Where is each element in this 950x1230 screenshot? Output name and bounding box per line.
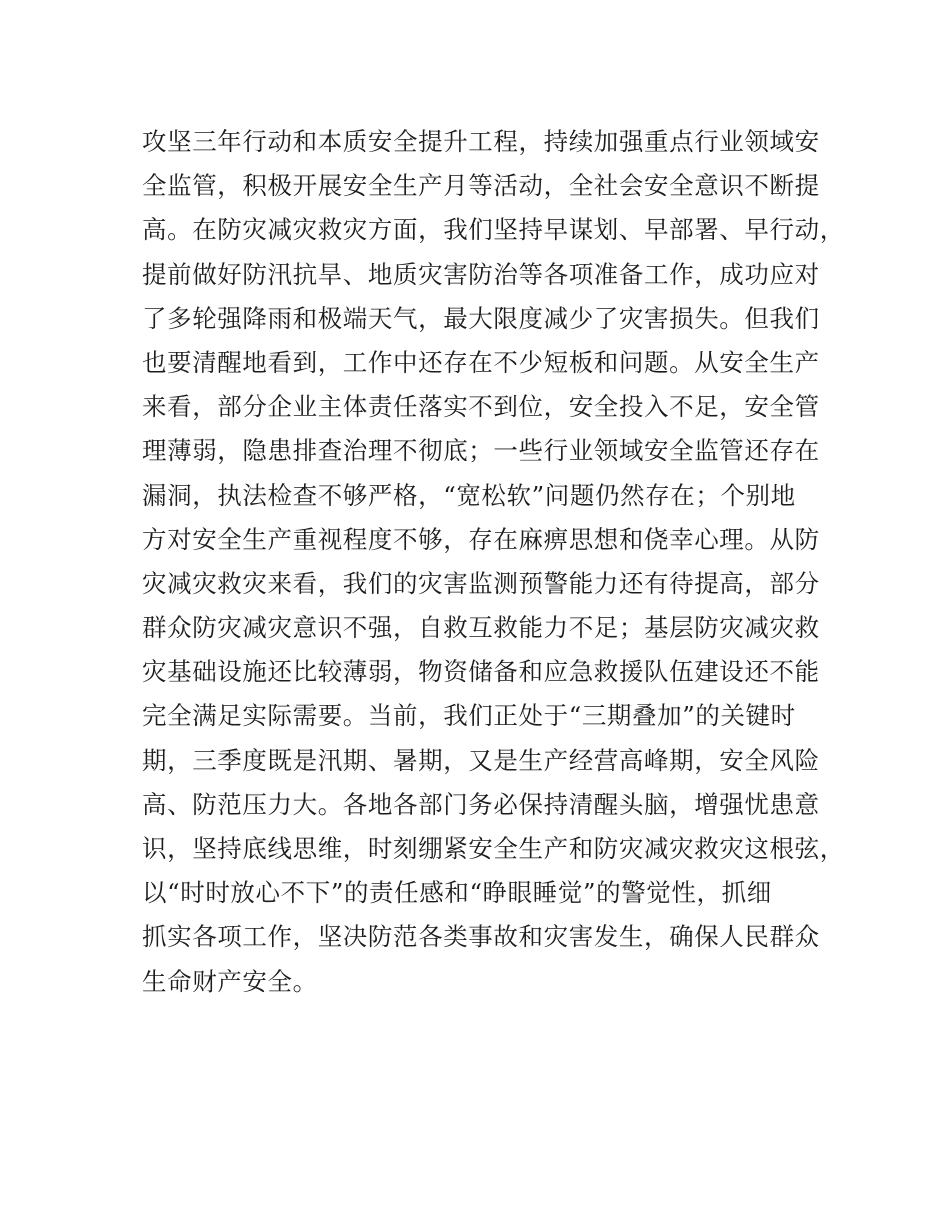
text-line: 提前做好防汛抗旱、地质灾害防治等各项准备工作，成功应对 xyxy=(142,259,820,289)
text-line: 以“时时放心不下”的责任感和“睁眼睡觉”的警觉性，抓细 xyxy=(142,878,772,908)
text-line: 群众防灾减灾意识不强，自救互救能力不足；基层防灾减灾救 xyxy=(142,613,820,643)
text-line: 灾减灾救灾来看，我们的灾害监测预警能力还有待提高，部分 xyxy=(142,568,820,598)
text-line: 高。在防灾减灾救灾方面，我们坚持早谋划、早部署、早行动， xyxy=(142,215,845,245)
text-line: 完全满足实际需要。当前，我们正处于“三期叠加”的关键时 xyxy=(142,701,796,731)
text-line: 攻坚三年行动和本质安全提升工程，持续加强重点行业领域安 xyxy=(142,127,820,156)
text-line: 来看，部分企业主体责任落实不到位，安全投入不足，安全管 xyxy=(142,392,820,422)
text-line: 期，三季度既是汛期、暑期，又是生产经营高峰期，安全风险 xyxy=(142,745,820,775)
text-line: 生命财产安全。 xyxy=(142,966,318,996)
text-line: 理薄弱，隐患排查治理不彻底；一些行业领域安全监管还存在 xyxy=(142,436,820,466)
text-line: 识，坚持底线思维，时刻绷紧安全生产和防灾减灾救灾这根弦， xyxy=(142,834,845,863)
text-line: 灾基础设施还比较薄弱，物资储备和应急救援队伍建设还不能 xyxy=(142,657,820,687)
text-line: 方对安全生产重视程度不够，存在麻痹思想和侥幸心理。从防 xyxy=(142,524,820,554)
text-line: 了多轮强降雨和极端天气，最大限度减少了灾害损失。但我们 xyxy=(142,303,820,333)
text-line: 高、防范压力大。各地各部门务必保持清醒头脑，增强忧患意 xyxy=(142,789,820,819)
text-line: 漏洞，执法检查不够严格，“宽松软”问题仍然存在；个别地 xyxy=(142,480,796,510)
text-line: 全监管，积极开展安全生产月等活动，全社会安全意识不断提 xyxy=(142,171,820,201)
text-line: 也要清醒地看到，工作中还存在不少短板和问题。从安全生产 xyxy=(142,347,820,377)
text-line: 抓实各项工作，坚决防范各类事故和灾害发生，确保人民群众 xyxy=(142,922,820,952)
body-paragraph xyxy=(142,120,845,1004)
